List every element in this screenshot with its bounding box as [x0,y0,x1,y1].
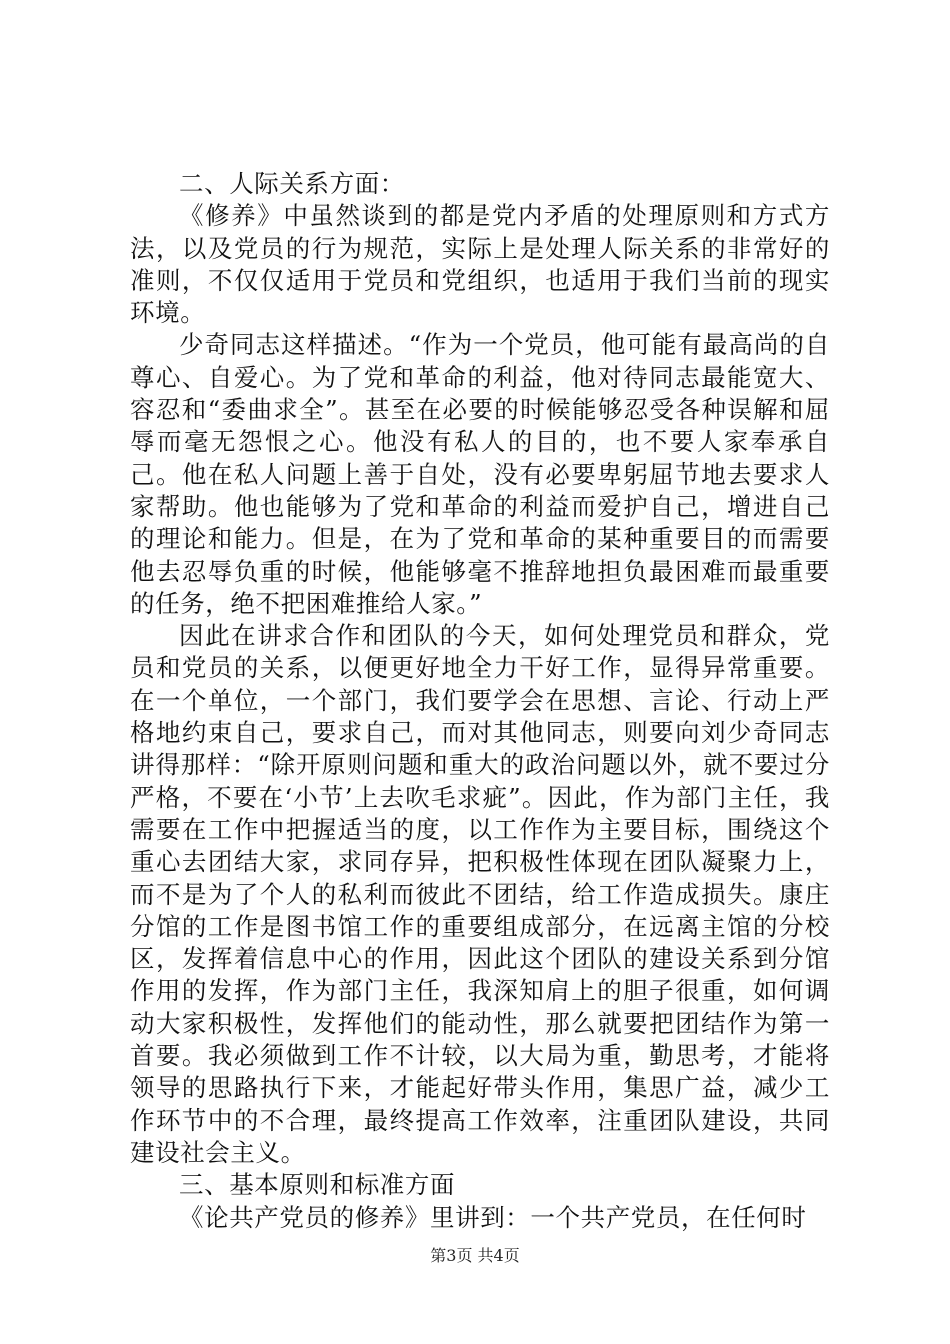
paragraph-teamwork: 因此在讲求合作和团队的今天，如何处理党员和群众，党员和党员的关系，以便更好地全力干好工作，显得异常重要。在一个单位，一个部门，我们要学会在思想、言论、行动上严格地约束自己，要求自己，而对其他同志，则要向刘少奇同志讲得那样：“除开原则问题和重大的政治问题以外，就不要过分严格，不要在‘小节’上去吹毛求疵”。因此，作为部门主任，我需要在工作中把握适当的度，以工作作为主要目标，围绕这个重心去团结大家，求同存异，把积极性体现在团队凝聚力上，而不是为了个人的私利而彼此不团结，给工作造成损失。康庄分馆的工作是图书馆工作的重要组成部分，在远离主馆的分校区，发挥着信息中心的作用，因此这个团队的建设关系到分馆作用的发挥，作为部门主任，我深知肩上的胆子很重，如何调动大家积极性，发挥他们的能动性，那么就要把团结作为第一首要。我必须做到工作不计较，以大局为重，勤思考，才能将领导的思路执行下来，才能起好带头作用，集思广益，减少工作环节中的不合理，最终提高工作效率，注重团队建设，共同建设社会主义。 [130,621,830,1167]
paragraph-cultivation-principles: 《修养》中虽然谈到的都是党内矛盾的处理原则和方式方法，以及党员的行为规范，实际上是处理人际关系的非常好的准则，不仅仅适用于党员和党组织，也适用于我们当前的现实环境。 [130,201,830,328]
section-heading-principles: 三、基本原则和标准方面 [179,1170,456,1200]
paragraph-shaoqi-quote: 少奇同志这样描述。“作为一个党员，他可能有最高尚的自尊心、自爱心。为了党和革命的利益，他对待同志最能宽大、容忍和“委曲求全”。甚至在必要的时候能够忍受各种误解和屈辱而毫无怨恨之心。他没有私人的目的，也不要人家奉承自己。他在私人问题上善于自处，没有必要卑躬屈节地去要求人家帮助。他也能够为了党和革命的利益而爱护自己，增进自己的理论和能力。但是，在为了党和革命的某种重要目的而需要他去忍辱负重的时候，他能够毫不推辞地担负最困难而最重要的任务，绝不把困难推给人家。” [130,330,830,618]
section-heading-interpersonal: 二、人际关系方面： [179,169,405,198]
document-body [130,168,830,1234]
page-number-footer: 第3页 共4页 [430,1246,520,1265]
paragraph-continued: 《论共产党员的修养》里讲到：一个共产党员，在任何时 [179,1202,807,1232]
